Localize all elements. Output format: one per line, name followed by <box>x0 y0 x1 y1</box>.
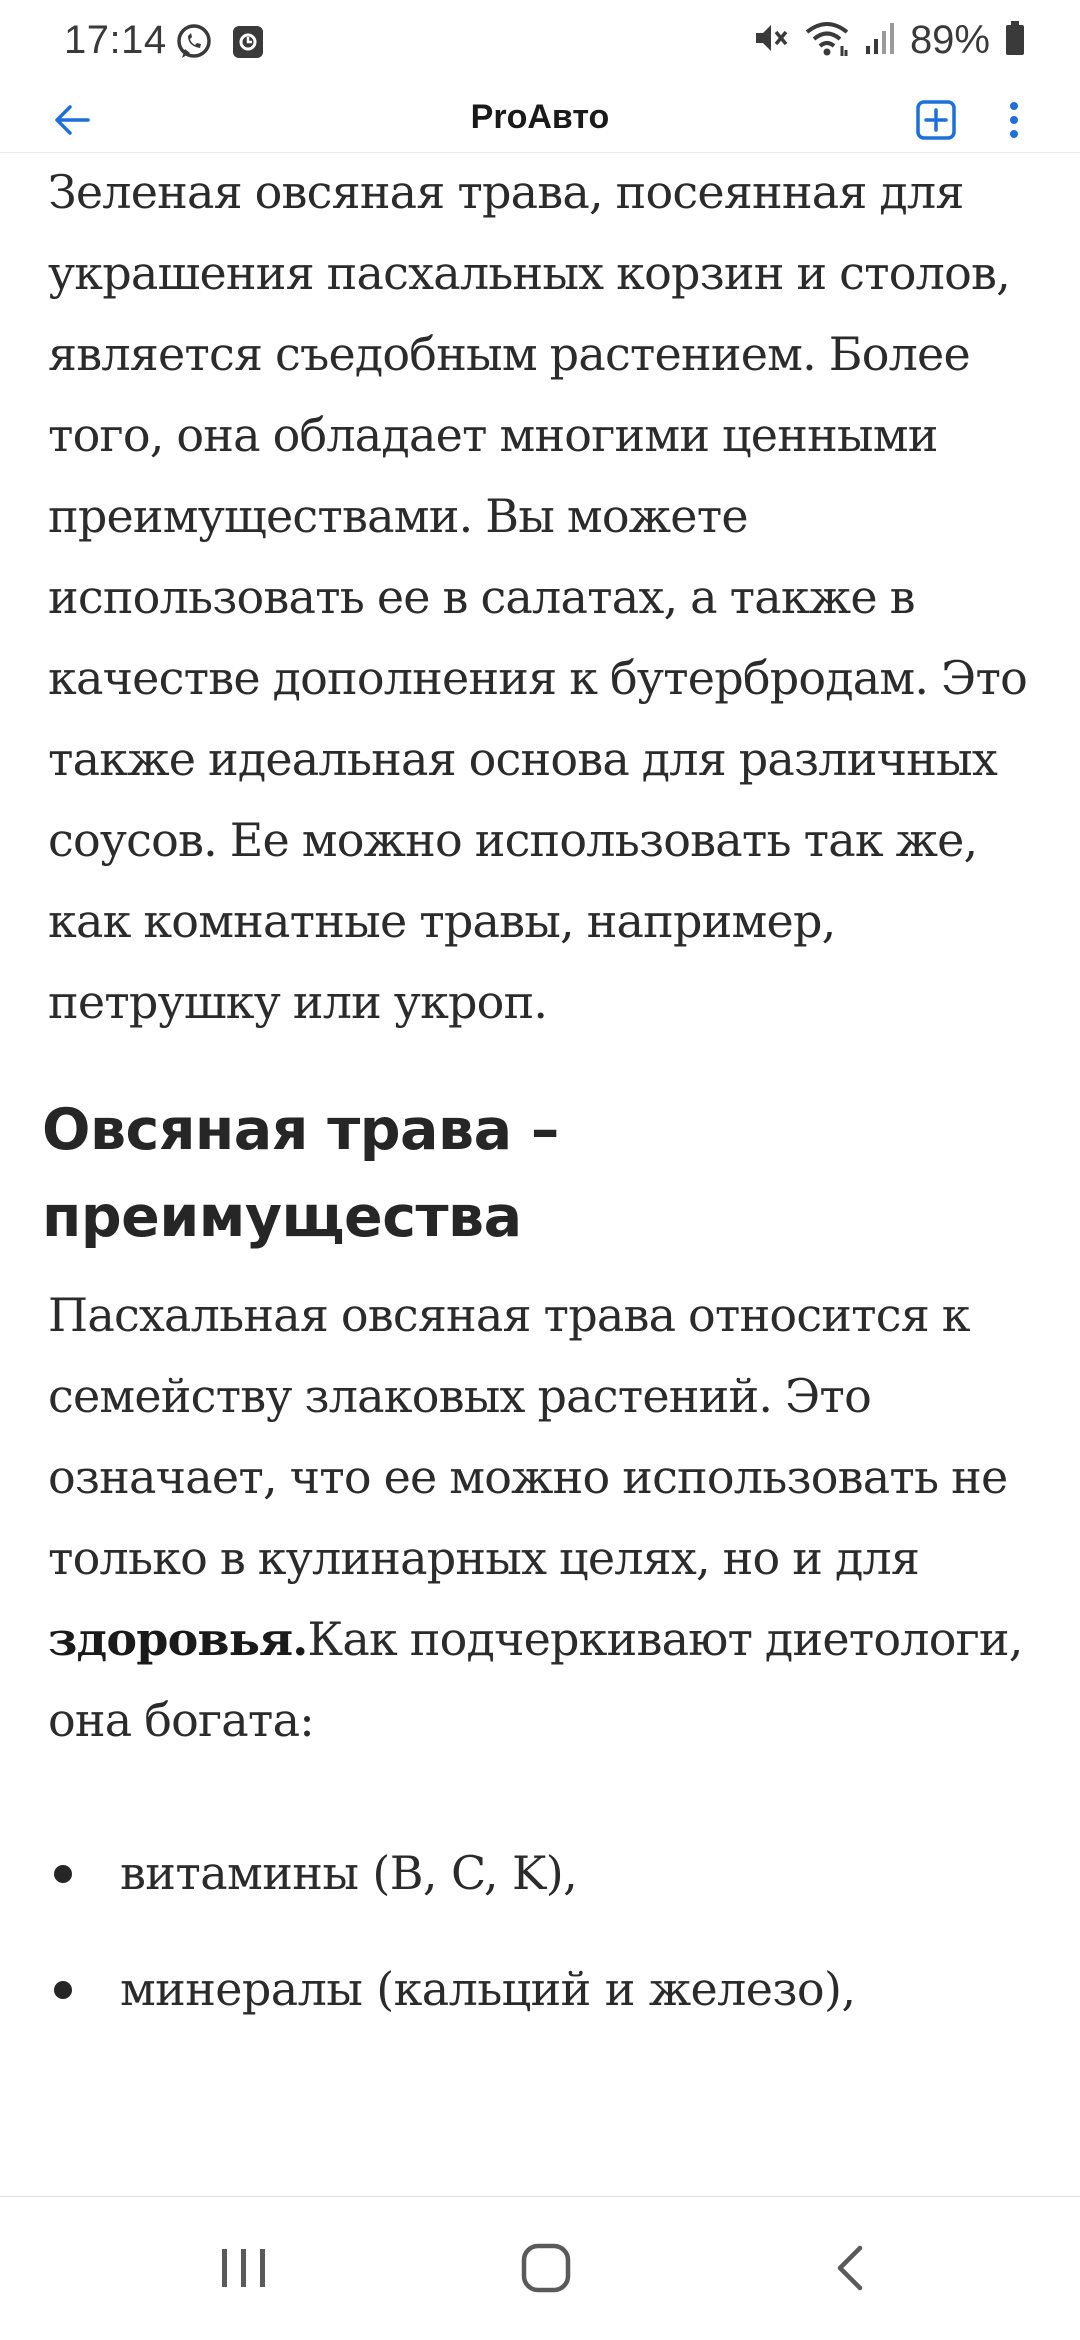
home-icon <box>520 2242 572 2299</box>
add-button[interactable] <box>912 96 960 144</box>
bullet-list <box>48 1833 1038 2030</box>
app-bar <box>0 86 1080 153</box>
status-left-icons <box>174 22 266 67</box>
battery-icon <box>1004 18 1026 63</box>
more-button[interactable] <box>994 94 1034 150</box>
bold-link-text: здоровья. <box>48 1612 308 1666</box>
whatsapp-icon <box>174 22 214 67</box>
more-vertical-icon <box>1008 100 1020 145</box>
app-title: ProАвто <box>470 98 610 136</box>
add-square-icon <box>912 131 960 148</box>
section-heading: Овсяная трава – преимущества <box>42 1097 559 1250</box>
bullet-item <box>48 1833 1038 1914</box>
article-paragraph: Зеленая овсяная трава, посеянная для украшения пасхальных корзин и столов, является съедобным растением. Более того, она обладает многими ценными преимуществами. Вы можете использовать ее в салатах, а также в качестве дополнения к бутербродам. Это также идеальная основа для различных соусов. Ее можно использовать так же, как комнатные травы, например, петрушку или укроп. <box>48 165 1027 1029</box>
system-back-button[interactable] <box>810 2235 890 2305</box>
status-time: 17:14 <box>64 18 167 62</box>
article-content <box>42 152 1038 2065</box>
home-button[interactable] <box>506 2235 586 2305</box>
bullet-item <box>48 1949 1038 2030</box>
notification-app-icon <box>230 22 266 67</box>
system-nav-bar <box>0 2196 1080 2340</box>
signal-icon <box>864 18 896 63</box>
bullet-dot-icon <box>54 1865 72 1883</box>
mute-icon <box>752 18 790 63</box>
paragraph-text: Пасхальная овсяная трава относится к семейству злаковых растений. Это означает, что ее можно использовать не только в кулинарных целях, но и для <box>48 1288 1008 1585</box>
back-icon <box>832 2242 868 2299</box>
status-bar <box>0 0 1080 86</box>
recents-icon <box>219 2245 269 2296</box>
battery-percent: 89% <box>909 18 990 62</box>
bullet-text: витамины (B, C, K), <box>120 1846 578 1900</box>
article-paragraph <box>48 1275 1038 1761</box>
bullet-text: минералы (кальций и железо), <box>120 1962 856 2016</box>
bullet-dot-icon <box>54 1981 72 1999</box>
wifi-icon <box>804 18 850 63</box>
paragraph-text: Как подчеркивают диетологи, она богата: <box>48 1612 1023 1747</box>
status-right <box>752 18 1026 63</box>
recents-button[interactable] <box>204 2235 284 2305</box>
